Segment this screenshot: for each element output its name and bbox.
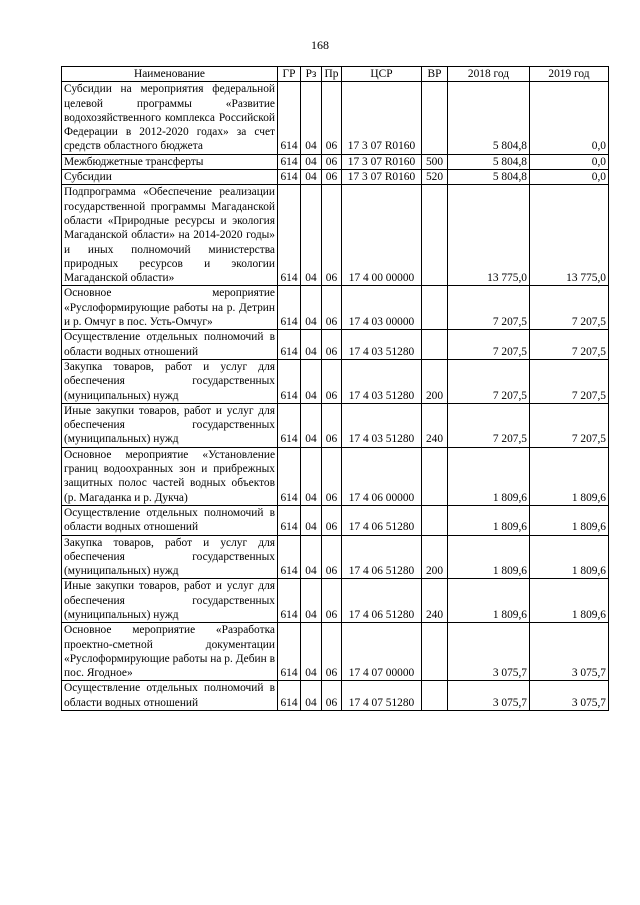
row-name-cell: Осуществление отдельных полномочий в области водных отношений [62, 681, 278, 711]
table-row [62, 579, 609, 623]
row-gr-cell: 614 [278, 681, 301, 711]
page-number: 168 [311, 38, 329, 52]
table-row [62, 154, 609, 169]
row-vr-cell [422, 82, 448, 154]
row-gr-cell: 614 [278, 170, 301, 185]
row-rz-cell: 04 [301, 359, 322, 403]
row-gr-cell: 614 [278, 403, 301, 447]
row-name-cell: Закупка товаров, работ и услуг для обеспечения государственных (муниципальных) нужд [62, 359, 278, 403]
row-2019-cell: 0,0 [530, 170, 609, 185]
row-pr-cell: 06 [322, 359, 342, 403]
row-csr-cell: 17 3 07 R0160 [342, 154, 422, 169]
row-2019-cell: 1 809,6 [530, 505, 609, 535]
row-pr-cell: 06 [322, 330, 342, 360]
row-csr-cell: 17 3 07 R0160 [342, 82, 422, 154]
row-name-cell: Осуществление отдельных полномочий в области водных отношений [62, 505, 278, 535]
row-2018-cell: 5 804,8 [448, 170, 530, 185]
row-2019-cell: 7 207,5 [530, 403, 609, 447]
row-2019-cell: 1 809,6 [530, 579, 609, 623]
row-vr-cell [422, 286, 448, 330]
row-gr-cell: 614 [278, 623, 301, 681]
row-name-cell: Субсидии на мероприятия федеральной целевой программы «Развитие водохозяйственного комплекса Российской Федерации в 2012-2020 годах» за счет средств областного бюджета [62, 82, 278, 154]
row-2018-cell: 1 809,6 [448, 535, 530, 579]
row-pr-cell: 06 [322, 535, 342, 579]
row-pr-cell: 06 [322, 170, 342, 185]
row-csr-cell: 17 4 07 00000 [342, 623, 422, 681]
row-name-cell: Основное мероприятие «Установление границ водоохранных зон и прибрежных защитных полос частей водных объектов (р. Магаданка и р. Дукча) [62, 447, 278, 505]
row-rz-cell: 04 [301, 170, 322, 185]
row-2019-cell: 7 207,5 [530, 359, 609, 403]
row-rz-cell: 04 [301, 623, 322, 681]
row-2019-cell: 7 207,5 [530, 286, 609, 330]
row-2019-cell: 0,0 [530, 82, 609, 154]
row-2018-cell: 3 075,7 [448, 623, 530, 681]
row-gr-cell: 614 [278, 535, 301, 579]
row-2019-cell: 13 775,0 [530, 185, 609, 286]
table-row [62, 535, 609, 579]
col-header-pr: Пр [322, 67, 342, 82]
table-row [62, 185, 609, 286]
row-2019-cell: 3 075,7 [530, 623, 609, 681]
table-row [62, 330, 609, 360]
row-2019-cell: 3 075,7 [530, 681, 609, 711]
row-rz-cell: 04 [301, 579, 322, 623]
row-vr-cell: 200 [422, 535, 448, 579]
row-pr-cell: 06 [322, 403, 342, 447]
table-row [62, 170, 609, 185]
col-header-2018: 2018 год [448, 67, 530, 82]
row-2019-cell: 1 809,6 [530, 535, 609, 579]
row-pr-cell: 06 [322, 681, 342, 711]
row-csr-cell: 17 4 06 51280 [342, 579, 422, 623]
row-2019-cell: 1 809,6 [530, 447, 609, 505]
table-row [62, 681, 609, 711]
row-2018-cell: 7 207,5 [448, 359, 530, 403]
budget-table [61, 66, 609, 711]
table-row [62, 403, 609, 447]
row-vr-cell: 200 [422, 359, 448, 403]
row-2019-cell: 0,0 [530, 154, 609, 169]
row-gr-cell: 614 [278, 286, 301, 330]
row-2018-cell: 7 207,5 [448, 330, 530, 360]
row-2018-cell: 13 775,0 [448, 185, 530, 286]
row-vr-cell [422, 623, 448, 681]
row-2018-cell: 7 207,5 [448, 403, 530, 447]
row-vr-cell [422, 447, 448, 505]
row-pr-cell: 06 [322, 505, 342, 535]
row-rz-cell: 04 [301, 447, 322, 505]
row-name-cell: Основное мероприятие «Руслоформирующие работы на р. Детрин и р. Омчуг в пос. Усть-Омчуг» [62, 286, 278, 330]
row-gr-cell: 614 [278, 330, 301, 360]
col-header-csr: ЦСР [342, 67, 422, 82]
row-pr-cell: 06 [322, 447, 342, 505]
row-csr-cell: 17 4 03 51280 [342, 403, 422, 447]
row-pr-cell: 06 [322, 154, 342, 169]
row-gr-cell: 614 [278, 185, 301, 286]
row-gr-cell: 614 [278, 154, 301, 169]
table-row [62, 447, 609, 505]
table-row [62, 82, 609, 154]
row-csr-cell: 17 4 06 51280 [342, 505, 422, 535]
col-header-gr: ГР [278, 67, 301, 82]
row-vr-cell: 520 [422, 170, 448, 185]
row-gr-cell: 614 [278, 82, 301, 154]
row-rz-cell: 04 [301, 330, 322, 360]
row-csr-cell: 17 3 07 R0160 [342, 170, 422, 185]
col-header-vr: ВР [422, 67, 448, 82]
row-csr-cell: 17 4 03 00000 [342, 286, 422, 330]
row-vr-cell [422, 681, 448, 711]
row-rz-cell: 04 [301, 681, 322, 711]
row-rz-cell: 04 [301, 403, 322, 447]
table-row [62, 623, 609, 681]
row-rz-cell: 04 [301, 185, 322, 286]
row-2018-cell: 1 809,6 [448, 505, 530, 535]
row-vr-cell [422, 185, 448, 286]
row-2018-cell: 1 809,6 [448, 579, 530, 623]
row-gr-cell: 614 [278, 447, 301, 505]
row-rz-cell: 04 [301, 505, 322, 535]
row-csr-cell: 17 4 07 51280 [342, 681, 422, 711]
row-pr-cell: 06 [322, 579, 342, 623]
row-name-cell: Основное мероприятие «Разработка проектно-сметной документации «Руслоформирующие работы на р. Дебин в пос. Ягодное» [62, 623, 278, 681]
row-vr-cell [422, 505, 448, 535]
row-vr-cell [422, 330, 448, 360]
row-2019-cell: 7 207,5 [530, 330, 609, 360]
row-name-cell: Иные закупки товаров, работ и услуг для обеспечения государственных (муниципальных) нужд [62, 579, 278, 623]
row-rz-cell: 04 [301, 154, 322, 169]
row-gr-cell: 614 [278, 359, 301, 403]
row-name-cell: Иные закупки товаров, работ и услуг для обеспечения государственных (муниципальных) нужд [62, 403, 278, 447]
row-csr-cell: 17 4 00 00000 [342, 185, 422, 286]
col-header-2019: 2019 год [530, 67, 609, 82]
row-name-cell: Осуществление отдельных полномочий в области водных отношений [62, 330, 278, 360]
row-csr-cell: 17 4 03 51280 [342, 330, 422, 360]
row-vr-cell: 240 [422, 403, 448, 447]
table-header-row [62, 67, 609, 82]
row-name-cell: Межбюджетные трансферты [62, 154, 278, 169]
row-name-cell: Закупка товаров, работ и услуг для обеспечения государственных (муниципальных) нужд [62, 535, 278, 579]
row-vr-cell: 240 [422, 579, 448, 623]
row-pr-cell: 06 [322, 185, 342, 286]
row-csr-cell: 17 4 06 00000 [342, 447, 422, 505]
row-rz-cell: 04 [301, 286, 322, 330]
row-pr-cell: 06 [322, 82, 342, 154]
row-rz-cell: 04 [301, 82, 322, 154]
row-name-cell: Подпрограмма «Обеспечение реализации государственной программы Магаданской области «Природные ресурсы и экология Магаданской области» на 2014-2020 годы» и иных полномочий министерства природных ресурсов и экологии Магаданской области» [62, 185, 278, 286]
row-name-cell: Субсидии [62, 170, 278, 185]
col-header-rz: Рз [301, 67, 322, 82]
row-csr-cell: 17 4 03 51280 [342, 359, 422, 403]
row-2018-cell: 5 804,8 [448, 154, 530, 169]
row-2018-cell: 7 207,5 [448, 286, 530, 330]
row-gr-cell: 614 [278, 505, 301, 535]
row-csr-cell: 17 4 06 51280 [342, 535, 422, 579]
table-row [62, 286, 609, 330]
row-vr-cell: 500 [422, 154, 448, 169]
col-header-name: Наименование [62, 67, 278, 82]
row-gr-cell: 614 [278, 579, 301, 623]
row-2018-cell: 3 075,7 [448, 681, 530, 711]
row-pr-cell: 06 [322, 623, 342, 681]
row-2018-cell: 1 809,6 [448, 447, 530, 505]
row-pr-cell: 06 [322, 286, 342, 330]
row-rz-cell: 04 [301, 535, 322, 579]
row-2018-cell: 5 804,8 [448, 82, 530, 154]
table-row [62, 505, 609, 535]
table-row [62, 359, 609, 403]
